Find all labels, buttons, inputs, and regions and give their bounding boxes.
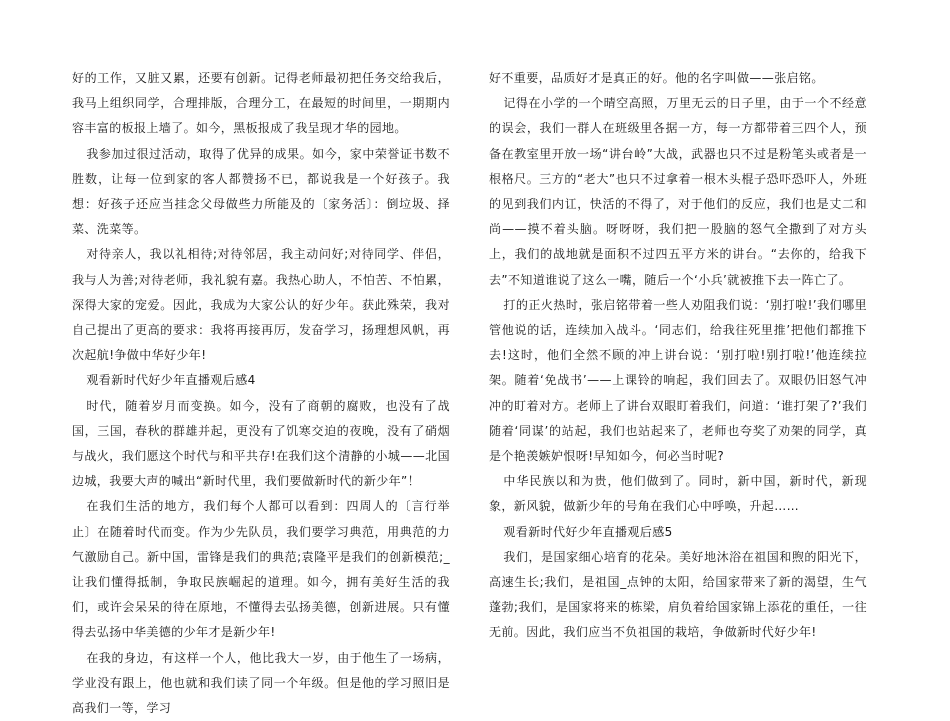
paragraph: 我参加过很过活动，取得了优异的成果。如今，家中荣誉证书数不胜数，让每一位到家的客人都赞扬不已，都说我是一个好孩子。我想：好孩子还应当挂念父母做些力所能及的〔家务活〕：倒垃圾、择菜、洗菜等。 [72, 146, 450, 237]
paragraph: 对待亲人，我以礼相待;对待邻居，我主动问好;对待同学、伴侣，我与人为善;对待老师，我礼貌有嘉。我热心助人，不怕苦、不怕累，深得大家的宠爱。因此，我成为大家公认的好少年。获此殊荣，我对自己提出了更高的要求：我将再接再厉，发奋学习，扬理想风帆，再次起航!争做中华好少年! [72, 247, 450, 363]
paragraph: 我们，是国家细心培育的花朵。美好地沐浴在祖国和煦的阳光下，高速生长;我们，是祖国_点钟的太阳，给国家带来了新的渴望，生气蓬勃;我们，是国家将来的栋梁，肩负着给国家锦上添花的重任，一往无前。因此，我们应当不负祖国的栽培，争做新时代好少年! [489, 549, 867, 640]
section-heading: 观看新时代好少年直播观后感4 [86, 373, 256, 388]
paragraph: 打的正火热时，张启铭带着一些人劝阻我们说：‘别打啦!’我们哪里管他说的话，连续加入战斗。‘同志们，给我往死里推’把他们都推下去!这时，他们全然不顾的冲上讲台说：‘别打啦!别打啦!’他连续拉架。随着‘免战书’——上课铃的响起，我们回去了。双眼仍旧怒气冲冲的盯着对方。老师上了讲台双眼盯着我们，问道：‘谁打架了?’我们随着‘同谋’的站起，我们也站起来了，老师也夸奖了劝架的同学，真是个艳羡嫉妒恨呀!早知如今，何必当时呢? [489, 297, 867, 464]
paragraph: 在我们生活的地方，我们每个人都可以看到：四周人的〔言行举止〕在随着时代而变。作为少先队员，我们要学习典范，用典范的力气激励自己。新中国，雷锋是我们的典范;袁隆平是我们的创新模范;_让我们懂得抵制，争取民族崛起的道理。如今，拥有美好生活的我们，或许会呆呆的待在原地，不懂得去弘扬美德，创新进展。只有懂得去弘扬中华美德的少年才是新少年! [72, 499, 450, 640]
section-heading: 观看新时代好少年直播观后感5 [503, 524, 673, 539]
paragraph: 好不重要，品质好才是真正的好。他的名字叫做——张启铭。 [489, 71, 824, 85]
paragraph: 记得在小学的一个晴空高照，万里无云的日子里，由于一个不经意的误会，我们一群人在班级里各据一方，每一方都带着三四个人，预备在教室里开放一场“讲台岭”大战，武器也只不过是粉笔头或者是一根格尺。三方的“老大”也只不过拿着一根木头棍子恐吓恐吓人，外班的见到我们内讧，快活的不得了，对于他们的反应，我们也是丈二和尚——摸不着头脑。呀呀呀，我们把一股脑的怒气全撒到了对方头上，我们的战地就是面积不过四五平方米的讲台。“去你的，给我下去”不知道谁说了这么一嘴，随后一个‘小兵’就被推下去一阵亡了。 [489, 96, 867, 287]
paragraph: 中华民族以和为贵，他们做到了。同时，新中国，新时代，新现象，新风貌，做新少年的号角在我们心中呼唤，升起…… [489, 474, 867, 514]
paragraph: 好的工作，又脏又累，还要有创新。记得老师最初把任务交给我后，我马上组织同学，合理排版，合理分工，在最短的时间里，一期期内容丰富的板报上墙了。如今，黑板报成了我呈现才华的园地。 [72, 71, 450, 136]
paragraph: 时代，随着岁月而变换。如今，没有了商朝的腐败，也没有了战国，三国，春秋的群雄并起，更没有了饥寒交迫的夜晚，没有了硝烟与战火，我们愿这个时代与和平共存!在我们这个清静的小城——北国边城，我要大声的喊出“新时代里，我们要做新时代的新少年”！ [72, 398, 450, 489]
right-column [489, 66, 867, 646]
paragraph: 在我的身边，有这样一个人，他比我大一岁，由于他生了一场病，学业没有跟上，他也就和我们读了同一个年级。但是他的学习照旧是高我们一等，学习 [72, 650, 450, 716]
left-column [72, 66, 450, 721]
